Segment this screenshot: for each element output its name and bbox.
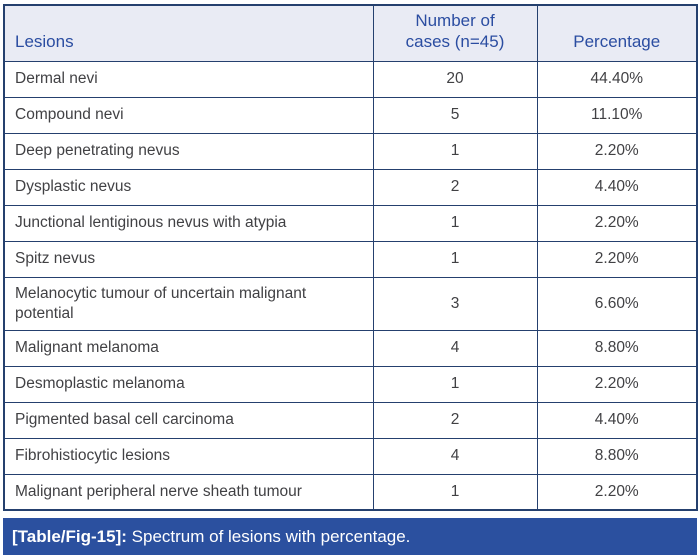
table-row [4,133,697,169]
table-row [4,277,697,330]
table-row [4,241,697,277]
cases-cell: 1 [373,241,537,277]
table-row [4,61,697,97]
column-header-percentage: Percentage [537,5,697,61]
table-row [4,169,697,205]
table-body [4,61,697,510]
table-row [4,402,697,438]
header-row [4,5,697,61]
percentage-cell: 2.20% [537,205,697,241]
percentage-cell: 4.40% [537,402,697,438]
table-row [4,205,697,241]
cases-cell: 1 [373,133,537,169]
cases-cell: 4 [373,330,537,366]
lesion-cell: Dysplastic nevus [4,169,373,205]
cases-cell: 20 [373,61,537,97]
percentage-cell: 8.80% [537,330,697,366]
percentage-cell: 2.20% [537,474,697,510]
column-header-lesions: Lesions [4,5,373,61]
lesions-table [3,4,698,511]
lesion-cell: Spitz nevus [4,241,373,277]
percentage-cell: 44.40% [537,61,697,97]
percentage-cell: 6.60% [537,277,697,330]
lesion-cell: Compound nevi [4,97,373,133]
percentage-cell: 8.80% [537,438,697,474]
lesion-cell: Melanocytic tumour of uncertain malignant potential [4,277,373,330]
percentage-cell: 11.10% [537,97,697,133]
column-header-cases: Number of cases (n=45) [373,5,537,61]
lesion-cell: Pigmented basal cell carcinoma [4,402,373,438]
lesion-cell: Malignant peripheral nerve sheath tumour [4,474,373,510]
lesion-cell: Malignant melanoma [4,330,373,366]
table-row [4,366,697,402]
table-caption-bar [3,518,697,555]
cases-cell: 1 [373,474,537,510]
lesion-cell: Fibrohistiocytic lesions [4,438,373,474]
cases-cell: 2 [373,402,537,438]
table-row [4,474,697,510]
percentage-cell: 2.20% [537,241,697,277]
caption-text: Spectrum of lesions with percentage. [126,526,411,546]
lesion-cell: Deep penetrating nevus [4,133,373,169]
lesion-cell: Junctional lentiginous nevus with atypia [4,205,373,241]
lesion-cell: Dermal nevi [4,61,373,97]
table-row [4,438,697,474]
caption-label: [Table/Fig-15]: [12,526,127,546]
table-header [4,5,697,61]
cases-cell: 5 [373,97,537,133]
cases-cell: 2 [373,169,537,205]
table-row [4,330,697,366]
percentage-cell: 4.40% [537,169,697,205]
percentage-cell: 2.20% [537,133,697,169]
cases-cell: 4 [373,438,537,474]
percentage-cell: 2.20% [537,366,697,402]
table-row [4,97,697,133]
lesion-cell: Desmoplastic melanoma [4,366,373,402]
cases-cell: 1 [373,205,537,241]
cases-cell: 1 [373,366,537,402]
cases-cell: 3 [373,277,537,330]
